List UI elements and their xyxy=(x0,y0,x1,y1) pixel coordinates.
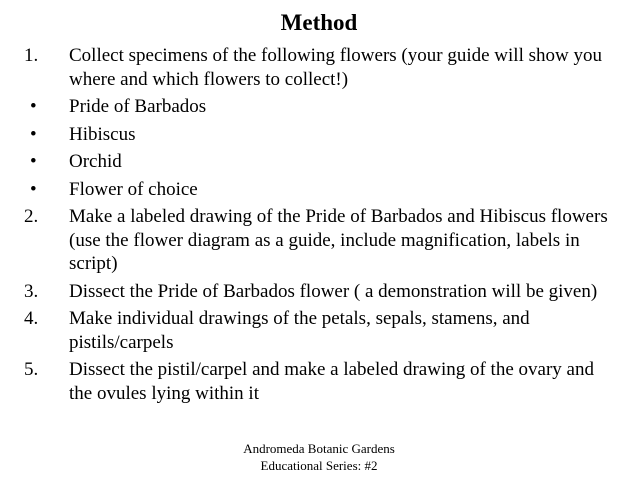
footer-line-series: Educational Series: #2 xyxy=(260,458,378,473)
list-item xyxy=(0,150,614,174)
item-number: 3. xyxy=(24,280,39,302)
item-text: Dissect the pistil/carpel and make a labeled drawing of the ovary and the ovules lying within it xyxy=(69,359,594,404)
item-number: 5. xyxy=(24,359,39,380)
list-item xyxy=(0,123,614,147)
item-text: Hibiscus xyxy=(69,123,136,145)
slide-title: Method xyxy=(280,10,358,35)
list-item xyxy=(0,44,614,91)
list-item xyxy=(0,178,614,202)
bullet-icon: • xyxy=(30,96,37,117)
list-item xyxy=(0,280,614,304)
list-item xyxy=(0,307,614,354)
item-text: Orchid xyxy=(69,151,122,172)
item-text: Flower of choice xyxy=(69,178,198,200)
item-text: Pride of Barbados xyxy=(69,96,207,117)
item-text: Make individual drawings of the petals, sepals, stamens, and pistils/carpels xyxy=(69,308,530,353)
bullet-icon: • xyxy=(30,123,37,145)
item-number: 1. xyxy=(24,45,39,66)
list-item xyxy=(0,205,614,276)
method-list xyxy=(0,44,638,409)
list-item xyxy=(0,95,614,119)
footer-line-organization: Andromeda Botanic Gardens xyxy=(243,441,395,456)
item-number: 2. xyxy=(24,206,39,227)
item-text: Collect specimens of the following flowers (your guide will show you where and which flowers to collect!) xyxy=(69,45,602,90)
list-item xyxy=(0,358,614,405)
item-number: 4. xyxy=(24,308,39,329)
bullet-icon: • xyxy=(30,151,37,172)
footer xyxy=(0,440,638,474)
item-text: Make a labeled drawing of the Pride of Barbados and Hibiscus flowers (use the flower diagram as a guide, include magnification, labels in script) xyxy=(69,206,608,274)
item-text: Dissect the Pride of Barbados flower ( a demonstration will be given) xyxy=(69,280,598,302)
bullet-icon: • xyxy=(30,178,37,200)
